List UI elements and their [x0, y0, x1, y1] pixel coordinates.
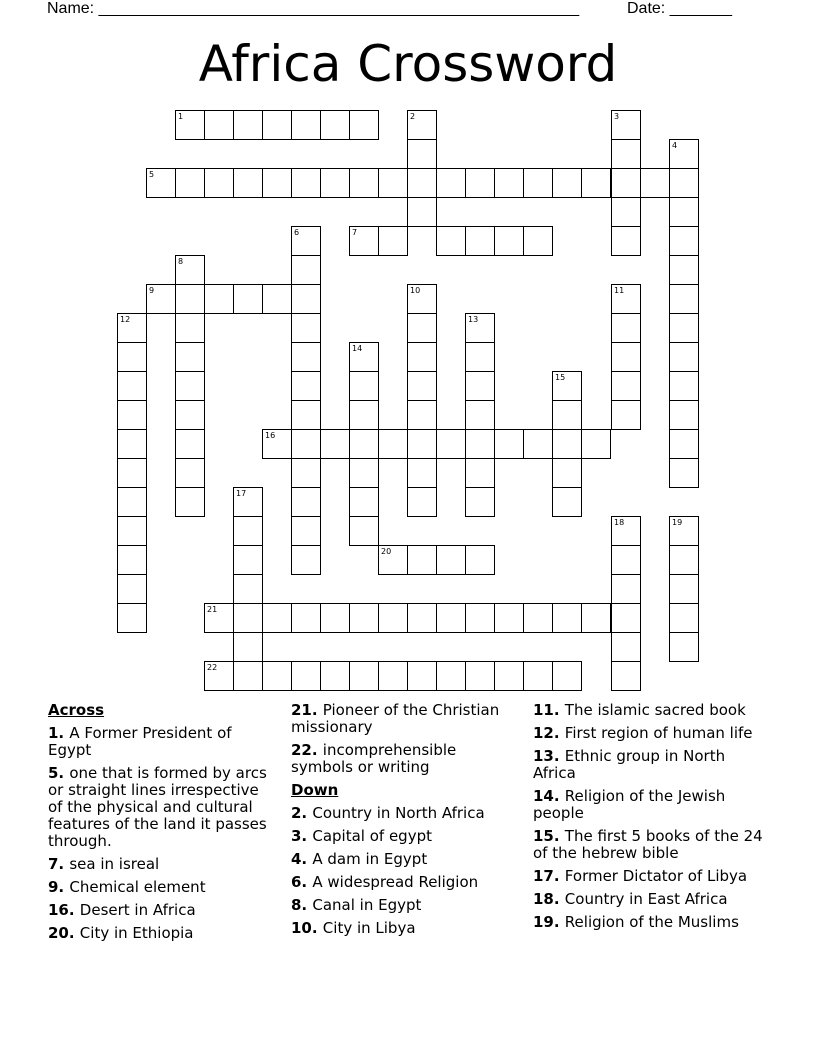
crossword-cell[interactable]: [669, 632, 699, 662]
crossword-cell[interactable]: [494, 661, 524, 691]
clue-number: 17.: [533, 867, 565, 885]
clue-number-14: 14: [352, 344, 363, 353]
crossword-cell[interactable]: [640, 168, 670, 198]
crossword-cell[interactable]: [233, 632, 263, 662]
clue-number-7: 7: [352, 228, 358, 237]
crossword-cell[interactable]: [291, 313, 321, 343]
crossword-cell[interactable]: [465, 603, 495, 633]
crossword-cell[interactable]: [291, 516, 321, 546]
crossword-cell[interactable]: [552, 603, 582, 633]
clue-text: City in Ethiopia: [79, 924, 194, 942]
crossword-cell[interactable]: [175, 342, 205, 372]
clue-text: Desert in Africa: [79, 901, 196, 919]
crossword-cell[interactable]: [552, 661, 582, 691]
clues-column-1: [48, 702, 273, 948]
clue-text: Ethnic group in North Africa: [533, 747, 726, 782]
clue-number: 22.: [291, 741, 323, 759]
clue-number: 10.: [291, 919, 323, 937]
crossword-cell[interactable]: [233, 574, 263, 604]
clue-number-12: 12: [120, 315, 131, 324]
clue-number-18: 18: [614, 518, 625, 527]
clues-column-3: [533, 702, 763, 937]
clue-item: [291, 828, 516, 845]
crossword-cell[interactable]: [407, 313, 437, 343]
clue-number-9: 9: [149, 286, 155, 295]
crossword-cell[interactable]: [611, 139, 641, 169]
crossword-cell[interactable]: [669, 429, 699, 459]
clue-number-4: 4: [672, 141, 678, 150]
clue-item: [291, 920, 516, 937]
clue-number-5: 5: [149, 170, 155, 179]
crossword-cell[interactable]: [378, 603, 408, 633]
clue-number: 11.: [533, 701, 565, 719]
crossword-cell[interactable]: [349, 516, 379, 546]
clue-text: The islamic sacred book: [564, 701, 746, 719]
crossword-cell[interactable]: [117, 342, 147, 372]
clue-number: 9.: [48, 878, 70, 896]
crossword-cell[interactable]: [523, 168, 553, 198]
crossword-cell[interactable]: [175, 429, 205, 459]
crossword-cell[interactable]: [291, 545, 321, 575]
clue-number: 1.: [48, 724, 70, 742]
crossword-cell[interactable]: [349, 661, 379, 691]
clue-text: A dam in Egypt: [312, 850, 428, 868]
clue-item: [533, 788, 763, 822]
clue-number-19: 19: [672, 518, 683, 527]
crossword-cell[interactable]: [611, 661, 641, 691]
crossword-cell[interactable]: [611, 545, 641, 575]
clue-number-17: 17: [236, 489, 247, 498]
crossword-cell[interactable]: [262, 603, 292, 633]
crossword-cell[interactable]: [523, 429, 553, 459]
clue-item: [533, 868, 763, 885]
crossword-cell[interactable]: [349, 487, 379, 517]
clue-text: The first 5 books of the 24 of the hebrew bible: [533, 827, 763, 862]
clue-number: 20.: [48, 924, 80, 942]
crossword-cell[interactable]: [611, 603, 641, 633]
crossword-cell[interactable]: [552, 487, 582, 517]
clue-text: incomprehensible symbols or writing: [291, 741, 457, 776]
crossword-cell[interactable]: [291, 284, 321, 314]
crossword-cell[interactable]: [465, 342, 495, 372]
clue-item: [533, 914, 763, 931]
clue-text: Country in East Africa: [564, 890, 728, 908]
crossword-cell[interactable]: [320, 661, 350, 691]
crossword-cell[interactable]: [175, 400, 205, 430]
crossword-cell[interactable]: [669, 371, 699, 401]
crossword-cell[interactable]: [349, 400, 379, 430]
down-clue-list-continued: [533, 702, 763, 931]
clue-text: Pioneer of the Christian missionary: [291, 701, 500, 736]
clue-number-11: 11: [614, 286, 625, 295]
crossword-cell[interactable]: [465, 400, 495, 430]
crossword-cell[interactable]: [407, 168, 437, 198]
clue-text: Religion of the Muslims: [564, 913, 739, 931]
crossword-cell[interactable]: [291, 110, 321, 140]
clue-text: sea in isreal: [69, 855, 160, 873]
crossword-cell[interactable]: [117, 458, 147, 488]
clue-item: [48, 902, 273, 919]
clue-number-16: 16: [265, 431, 276, 440]
crossword-cell[interactable]: [291, 168, 321, 198]
crossword-cell[interactable]: [378, 661, 408, 691]
clue-number: 7.: [48, 855, 70, 873]
crossword-cell[interactable]: [523, 603, 553, 633]
crossword-cell[interactable]: [669, 574, 699, 604]
clue-item: [291, 702, 516, 736]
clue-number: 12.: [533, 724, 565, 742]
crossword-cell[interactable]: [262, 110, 292, 140]
crossword-cell[interactable]: [407, 139, 437, 169]
crossword-cell[interactable]: [581, 168, 611, 198]
clue-item: [291, 805, 516, 822]
crossword-cell[interactable]: [465, 545, 495, 575]
clue-number: 15.: [533, 827, 565, 845]
crossword-cell[interactable]: [669, 284, 699, 314]
crossword-cell[interactable]: [378, 429, 408, 459]
crossword-cell[interactable]: [175, 313, 205, 343]
clue-number-10: 10: [410, 286, 421, 295]
crossword-cell[interactable]: [262, 661, 292, 691]
crossword-cell[interactable]: [175, 487, 205, 517]
crossword-cell[interactable]: [494, 429, 524, 459]
crossword-cell[interactable]: [233, 168, 263, 198]
crossword-cell[interactable]: [117, 545, 147, 575]
crossword-cell[interactable]: [669, 255, 699, 285]
crossword-cell[interactable]: [117, 487, 147, 517]
crossword-cell[interactable]: [669, 168, 699, 198]
crossword-cell[interactable]: [407, 661, 437, 691]
crossword-cell[interactable]: [407, 197, 437, 227]
clue-item: [533, 725, 763, 742]
crossword-cell[interactable]: [552, 168, 582, 198]
crossword-cell[interactable]: [407, 371, 437, 401]
crossword-cell[interactable]: [523, 226, 553, 256]
crossword-cell[interactable]: [262, 168, 292, 198]
clue-number: 19.: [533, 913, 565, 931]
clue-number-6: 6: [294, 228, 300, 237]
clue-text: City in Libya: [322, 919, 416, 937]
clue-number: 18.: [533, 890, 565, 908]
crossword-cell[interactable]: [611, 342, 641, 372]
crossword-cell[interactable]: [436, 603, 466, 633]
crossword-cell[interactable]: [117, 516, 147, 546]
crossword-cell[interactable]: [494, 226, 524, 256]
crossword-cell[interactable]: [320, 429, 350, 459]
crossword-cell[interactable]: [669, 342, 699, 372]
clue-item: [291, 851, 516, 868]
clue-item: [533, 891, 763, 908]
clue-number: 4.: [291, 850, 313, 868]
clue-item: [291, 874, 516, 891]
crossword-cell[interactable]: [611, 226, 641, 256]
clue-item: [533, 748, 763, 782]
clue-number: 6.: [291, 873, 313, 891]
clue-text: A Former President of Egypt: [48, 724, 232, 759]
crossword-cell[interactable]: [291, 429, 321, 459]
crossword-cell[interactable]: [291, 487, 321, 517]
crossword-cell[interactable]: [349, 458, 379, 488]
crossword-cell[interactable]: [465, 487, 495, 517]
across-clue-list: [48, 725, 273, 942]
crossword-cell[interactable]: [117, 574, 147, 604]
crossword-cell[interactable]: [175, 371, 205, 401]
crossword-cell[interactable]: [407, 603, 437, 633]
crossword-cell[interactable]: [436, 545, 466, 575]
crossword-cell[interactable]: [436, 661, 466, 691]
crossword-cell[interactable]: [523, 661, 553, 691]
clue-number-13: 13: [468, 315, 479, 324]
crossword-cell[interactable]: [117, 371, 147, 401]
clue-number: 2.: [291, 804, 313, 822]
crossword-cell[interactable]: [291, 603, 321, 633]
crossword-cell[interactable]: [378, 226, 408, 256]
crossword-cell[interactable]: [436, 168, 466, 198]
crossword-cell[interactable]: [669, 313, 699, 343]
crossword-cell[interactable]: [233, 284, 263, 314]
clue-item: [48, 925, 273, 942]
crossword-cell[interactable]: [233, 545, 263, 575]
clue-number-20: 20: [381, 547, 392, 556]
crossword-cell[interactable]: [465, 429, 495, 459]
crossword-cell[interactable]: [611, 574, 641, 604]
clue-number: 5.: [48, 764, 70, 782]
clue-text: Former Dictator of Libya: [564, 867, 748, 885]
crossword-cell[interactable]: [581, 429, 611, 459]
crossword-cell[interactable]: [669, 197, 699, 227]
crossword-cell[interactable]: [349, 371, 379, 401]
crossword-cell[interactable]: [291, 371, 321, 401]
crossword-cell[interactable]: [320, 603, 350, 633]
crossword-cell[interactable]: [407, 487, 437, 517]
crossword-cell[interactable]: [669, 226, 699, 256]
clue-number-22: 22: [207, 663, 218, 672]
crossword-cell[interactable]: [117, 603, 147, 633]
clue-item: [48, 856, 273, 873]
date-field-label: Date: _______: [627, 0, 732, 17]
crossword-cell[interactable]: [291, 255, 321, 285]
crossword-cell[interactable]: [465, 458, 495, 488]
crossword-cell[interactable]: [378, 168, 408, 198]
crossword-cell[interactable]: [552, 400, 582, 430]
clue-number-2: 2: [410, 112, 416, 121]
crossword-cell[interactable]: [349, 168, 379, 198]
down-heading: Down: [291, 781, 339, 799]
clue-text: one that is formed by arcs or straight lines irrespective of the physical and cultural features of the land it passes through.: [48, 764, 267, 850]
crossword-cell[interactable]: [552, 429, 582, 459]
across-clue-list-continued: [291, 702, 516, 776]
crossword-cell[interactable]: [320, 110, 350, 140]
crossword-cell[interactable]: [349, 110, 379, 140]
crossword-cell[interactable]: [436, 226, 466, 256]
crossword-cell[interactable]: [349, 429, 379, 459]
clue-number-1: 1: [178, 112, 184, 121]
crossword-cell[interactable]: [611, 371, 641, 401]
clue-number-15: 15: [555, 373, 566, 382]
crossword-cell[interactable]: [465, 371, 495, 401]
crossword-cell[interactable]: [465, 226, 495, 256]
crossword-cell[interactable]: [117, 400, 147, 430]
crossword-cell[interactable]: [407, 400, 437, 430]
crossword-cell[interactable]: [407, 458, 437, 488]
crossword-cell[interactable]: [611, 197, 641, 227]
clue-number: 16.: [48, 901, 80, 919]
clue-number-3: 3: [614, 112, 620, 121]
clue-item: [48, 879, 273, 896]
crossword-cell[interactable]: [175, 284, 205, 314]
crossword-cell[interactable]: [611, 168, 641, 198]
crossword-cell[interactable]: [233, 661, 263, 691]
clue-number-8: 8: [178, 257, 184, 266]
clue-item: [533, 828, 763, 862]
clue-number: 8.: [291, 896, 313, 914]
crossword-cell[interactable]: [291, 342, 321, 372]
crossword-cell[interactable]: [291, 661, 321, 691]
crossword-cell[interactable]: [407, 545, 437, 575]
clue-number: 3.: [291, 827, 313, 845]
clue-number: 14.: [533, 787, 565, 805]
clues-column-2: [291, 702, 516, 943]
crossword-cell[interactable]: [465, 168, 495, 198]
crossword-cell[interactable]: [494, 168, 524, 198]
crossword-cell[interactable]: [291, 458, 321, 488]
crossword-cell[interactable]: [320, 168, 350, 198]
crossword-cell[interactable]: [611, 400, 641, 430]
crossword-cell[interactable]: [117, 429, 147, 459]
clue-item: [48, 725, 273, 759]
crossword-cell[interactable]: [436, 429, 466, 459]
page-title: Africa Crossword: [198, 35, 618, 93]
crossword-cell[interactable]: [204, 110, 234, 140]
clue-number-21: 21: [207, 605, 218, 614]
clue-text: Chemical element: [69, 878, 206, 896]
clue-item: [291, 897, 516, 914]
clue-item: [533, 702, 763, 719]
crossword-cell[interactable]: [175, 458, 205, 488]
crossword-cell[interactable]: [233, 603, 263, 633]
crossword-cell[interactable]: [407, 342, 437, 372]
crossword-cell[interactable]: [262, 284, 292, 314]
crossword-cell[interactable]: [494, 603, 524, 633]
clue-text: First region of human life: [564, 724, 753, 742]
crossword-cell[interactable]: [204, 168, 234, 198]
crossword-cell[interactable]: [581, 603, 611, 633]
crossword-cell[interactable]: [611, 313, 641, 343]
crossword-cell[interactable]: [669, 400, 699, 430]
crossword-cell[interactable]: [611, 632, 641, 662]
name-field-label: Name: ______________________________________________________: [47, 0, 580, 17]
clue-number: 13.: [533, 747, 565, 765]
crossword-cell[interactable]: [204, 284, 234, 314]
clue-number: 21.: [291, 701, 323, 719]
clue-text: Canal in Egypt: [312, 896, 422, 914]
crossword-cell[interactable]: [465, 661, 495, 691]
clue-text: Capital of egypt: [312, 827, 432, 845]
crossword-cell[interactable]: [291, 400, 321, 430]
crossword-cell[interactable]: [233, 516, 263, 546]
crossword-cell[interactable]: [175, 168, 205, 198]
clue-item: [291, 742, 516, 776]
clue-text: A widespread Religion: [312, 873, 479, 891]
across-heading: Across: [48, 701, 105, 719]
clue-text: Religion of the Jewish people: [533, 787, 726, 822]
crossword-cell[interactable]: [233, 110, 263, 140]
clue-item: [48, 765, 273, 850]
crossword-cell[interactable]: [552, 458, 582, 488]
crossword-cell[interactable]: [669, 545, 699, 575]
crossword-cell[interactable]: [669, 458, 699, 488]
down-clue-list: [291, 805, 516, 937]
crossword-cell[interactable]: [669, 603, 699, 633]
crossword-cell[interactable]: [349, 603, 379, 633]
crossword-cell[interactable]: [407, 429, 437, 459]
clue-text: Country in North Africa: [312, 804, 485, 822]
